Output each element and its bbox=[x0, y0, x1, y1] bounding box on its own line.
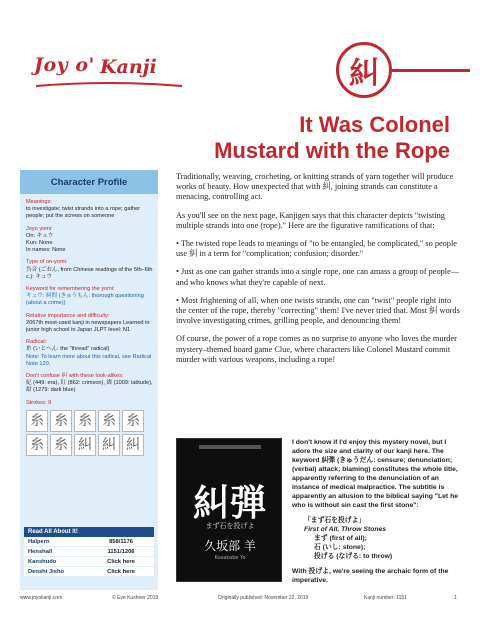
sidebar-body bbox=[20, 194, 158, 456]
table-row[interactable] bbox=[24, 557, 154, 567]
page-footer bbox=[20, 595, 462, 607]
meanings-label: Meanings: bbox=[26, 199, 52, 205]
poem-line: 投げる (なげる: to throw) bbox=[314, 553, 393, 560]
footer-site[interactable]: www.joyokanji.com bbox=[20, 595, 63, 601]
importance-text: 2067th most-used kanji in newspapers Learned in junior high school in Japan JLPT level: N1 bbox=[26, 319, 150, 334]
footer-published: Originally published: November 22, 2019 bbox=[218, 595, 309, 601]
reference-value: 1151/1206 bbox=[107, 548, 135, 555]
table-row[interactable] bbox=[24, 567, 154, 577]
on-yomi: On: キュウ bbox=[26, 232, 54, 239]
importance-label: Relative importance and difficulty: bbox=[26, 312, 110, 319]
click-here-link[interactable]: Click here bbox=[107, 558, 135, 565]
click-here-link[interactable]: Click here bbox=[107, 568, 135, 575]
stroke-step: 糾 bbox=[98, 434, 120, 456]
onyomi-type-text: 呉音 (ごおん, from Chinese readings of the 5th–6th c.): キュウ bbox=[26, 266, 153, 280]
subtitle-breakdown bbox=[292, 516, 462, 561]
reference-value: 858/1176 bbox=[109, 538, 133, 545]
book-subtitle: まず石を投げよ bbox=[205, 522, 255, 530]
book-top-band bbox=[199, 445, 261, 449]
stroke-step: 糸 bbox=[74, 410, 96, 432]
stroke-step: 糸 bbox=[50, 434, 72, 456]
stroke-step: 糸 bbox=[26, 410, 48, 432]
strokes-label: Strokes: 9 bbox=[26, 399, 52, 406]
table-row bbox=[24, 547, 154, 557]
poem-line: まず (first of all); bbox=[314, 535, 367, 542]
keyword-text[interactable]: キュウ: 糾問 (きゅうもん: thorough questioning (about a crime)) bbox=[26, 293, 144, 307]
logo-swoosh-icon bbox=[34, 82, 184, 90]
poem-line: 石 (いし: stone); bbox=[314, 544, 366, 551]
book-author-romaji: Kusakabe Yo bbox=[214, 555, 246, 561]
stroke-step: 糸 bbox=[50, 410, 72, 432]
reference-name: Kanshudo bbox=[28, 558, 57, 565]
footer-kanji-number: Kanji number: 1151 bbox=[364, 595, 407, 601]
stroke-step: 糸 bbox=[122, 410, 144, 432]
logo-joy: Joy o' bbox=[34, 54, 95, 76]
main-article bbox=[176, 172, 460, 373]
lookalikes-text: 紀 (449: era), 紅 (862: crimson), 緯 (1009: latitude), 紺 (1279: dark blue) bbox=[26, 380, 153, 394]
radical-text: 糸 (いとへん: the "thread" radical) bbox=[26, 346, 110, 353]
joyo-yomi-label: Joyo yomi: bbox=[26, 225, 53, 232]
reference-name: Henshall bbox=[28, 548, 53, 555]
joyo-kanji-logo bbox=[34, 44, 184, 92]
stroke-step: 糾 bbox=[74, 434, 96, 456]
keyword-label: Keyword for remembering the yomi: bbox=[26, 286, 115, 293]
table-row bbox=[24, 537, 154, 547]
radical-note-link[interactable]: Note: To learn more about this radical, see Radical Note 120. bbox=[26, 353, 152, 367]
reference-name: Halpern bbox=[28, 538, 50, 545]
title-line-2: Mustard with the Rope bbox=[214, 138, 450, 163]
book-author: 久坂部 羊 bbox=[204, 539, 256, 553]
kanji-character: 糾 bbox=[349, 56, 379, 91]
poem-line: 「まず石を投げよ」 bbox=[304, 517, 366, 524]
header-rule bbox=[392, 69, 470, 72]
radical-label: Radical: bbox=[26, 339, 47, 346]
paragraph: Traditionally, weaving, crocheting, or knitting strands of yarn together will produce works of beauty. How unexpected that with 糾, joining strands can constitute a menacing, controlling act. bbox=[176, 172, 454, 202]
stroke-step: 糸 bbox=[26, 434, 48, 456]
paragraph: • Most frightening of all, when one twists strands, one can "twist" people right into the center of the rope, thereby "correcting" them! I've never tried that. Most 糾 words involve investigating crimes, grilling people, and denouncing them! bbox=[176, 295, 460, 326]
names-yomi: In names: None bbox=[26, 247, 66, 254]
poem-line: First of All, Throw Stones bbox=[304, 526, 387, 533]
paragraph: Of course, the power of a rope comes as no surprise to anyone who loves the murder mystery–themed board game Clue, where characters like Colonel Mustard commit murder with various weapons, including a rope! bbox=[176, 334, 457, 364]
read-all-about-it-table bbox=[24, 527, 154, 577]
logo-kanji: Kanji bbox=[100, 56, 157, 78]
kun-yomi: Kun: None bbox=[26, 240, 53, 247]
stroke-step: 糸 bbox=[98, 410, 120, 432]
paragraph: I don't know if I'd enjoy this mystery novel, but I adore the size and clarity of our kanji here. The keyword 糾弾 (きゅうだん: censure; denunciation; (verbal) attack; blaming) constitutes the whole title, apparently referring to the denunciation of an instance of medical malpractice. The subtitle is apparently an allusion to the biblical saying "Let he who is without sin cast the first stone": bbox=[292, 439, 459, 509]
stroke-step: 糾 bbox=[122, 434, 144, 456]
footer-copyright: © Eve Kushner 2019 bbox=[112, 595, 159, 601]
stroke-order-grid bbox=[26, 410, 154, 456]
paragraph: With 投げよ, we're seeing the archaic form of the imperative. bbox=[292, 568, 449, 584]
book-commentary bbox=[292, 438, 462, 591]
read-all-header: Read All About It! bbox=[24, 527, 154, 537]
reference-name: Denshi Jisho bbox=[28, 568, 65, 575]
onyomi-type-label: Type of on-yomi: bbox=[26, 259, 68, 266]
book-cover-image bbox=[176, 438, 282, 582]
book-title: 糾弾 bbox=[192, 482, 267, 524]
page-title bbox=[170, 112, 450, 164]
sidebar-title: Character Profile bbox=[50, 176, 128, 188]
lookalikes-label: Don't confuse 糾 with these look-alikes: bbox=[26, 373, 124, 380]
paragraph: • Just as one can gather strands into a single rope, one can amass a group of people—and who knows what they're capable of next. bbox=[176, 267, 460, 287]
sidebar-header bbox=[20, 170, 158, 194]
paragraph: As you'll see on the next page, Kanjigen says that this character depicts "twisting multiple strands into one (rope)." Here are the figurative ramifications of that: bbox=[176, 210, 445, 230]
meanings-text: to investigate; twist strands into a rope; gather people; put the screws on someone bbox=[26, 206, 141, 220]
paragraph: • The twisted rope leads to meanings of "to be entangled, be complicated," so people use 糾 in a term for "complication; confusion; disorder." bbox=[176, 239, 457, 259]
footer-page-number: 1 bbox=[454, 595, 457, 601]
title-line-1: It Was Colonel bbox=[299, 112, 450, 137]
kanji-badge bbox=[336, 42, 392, 98]
